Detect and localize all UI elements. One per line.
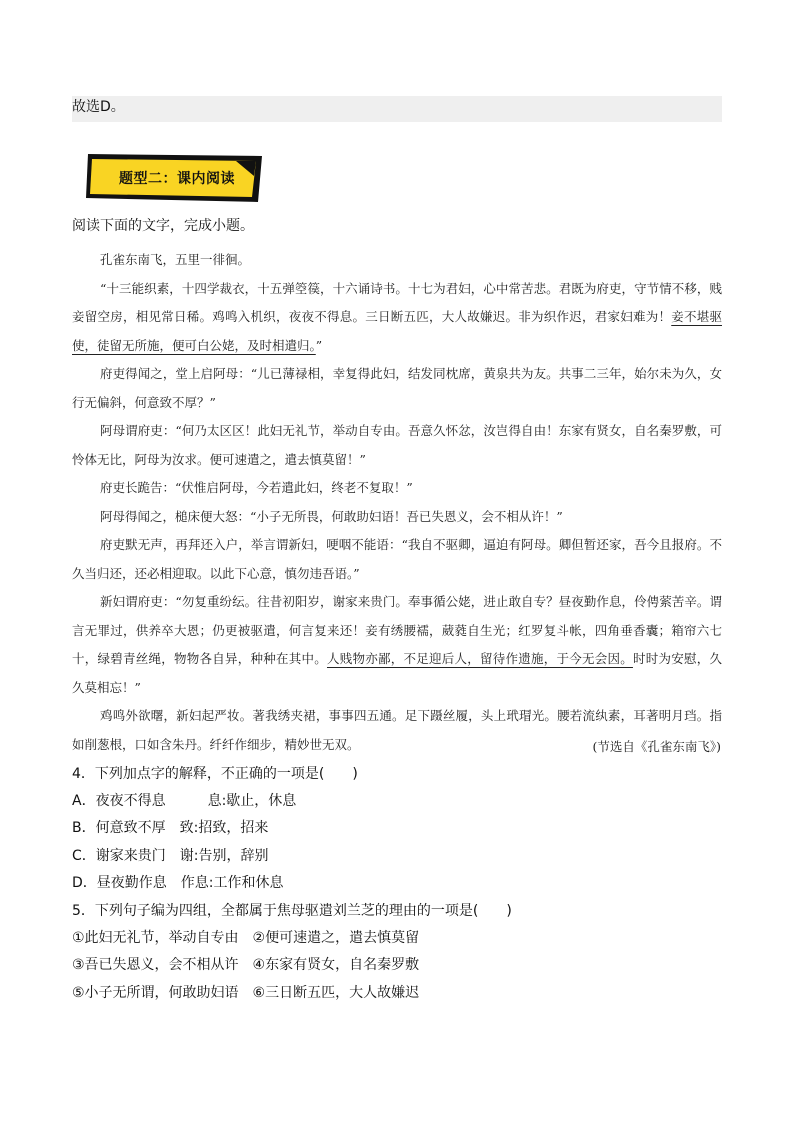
question-4-option: C．谢家来贵门 谢:告别，辞别 — [72, 848, 269, 864]
question-5-line: ①此妇无礼节，举动自专由 ②便可速遣之，遣去慎莫留 — [72, 930, 420, 946]
question-5-line: ③吾已失恩义，会不相从许 ④东家有贤女，自名秦罗敷 — [72, 957, 420, 973]
passage-paragraph: 阿母谓府吏：“何乃太区区！此妇无礼节，举动自专由。吾意久怀忿，汝岂得自由！东家有贤女，自名秦罗敷，可怜体无比，阿母为汝求。便可速遣之，遣去慎莫留！” — [72, 423, 722, 467]
instructions: 阅读下面的文字，完成小题。 — [72, 218, 254, 234]
answer-text: 故选D。 — [72, 99, 125, 115]
passage-paragraph: 阿母得闻之，槌床便大怒：“小子无所畏，何敢助妇语！吾已失恩义，会不相从许！” — [100, 508, 563, 524]
passage-paragraph: 府吏长跪告：“伏惟启阿母，今若遣此妇，终老不复取！” — [100, 480, 413, 495]
section-title: 题型二：课内阅读 — [119, 171, 235, 187]
question-5-stem: 5．下列句子编为四组，全都属于焦母驱遣刘兰芝的理由的一项是( ) — [72, 903, 512, 919]
passage-text: ” — [315, 337, 323, 353]
passage-paragraph — [72, 588, 722, 702]
passage-paragraph: 孔雀东南飞，五里一徘徊。 — [100, 252, 251, 267]
question-4-option: B．何意致不厚 致:招致，招来 — [72, 820, 269, 836]
passage-text: 新妇谓府吏：“勿复重纷纭。往昔初阳岁，谢家来贵门。奉事循公姥，进止敢自专？昼夜勤作息，伶俜萦苦辛。谓言无罪过，供养卒大恩；仍更被驱遣，何言复来还！妾有绣腰襦，葳蕤自生光；红罗复斗帐，四角垂香囊；箱帘六七十，绿碧青丝绳，物物各自异，种种在其中。 — [72, 594, 722, 666]
passage-source: (节选自《孔雀东南飞》) — [592, 739, 721, 754]
underlined-sentence: 妾不堪驱使，徒留无所施，便可白公姥，及时相遣归。 — [72, 309, 722, 353]
question-4-option: D．昼夜勤作息 作息:工作和休息 — [72, 875, 284, 891]
passage-text: “十三能织素，十四学裁衣，十五弹箜篌，十六诵诗书。十七为君妇，心中常苦悲。君既为府吏，守节情不移，贱妾留空房，相见常日稀。鸡鸣入机织，夜夜不得息。三日断五匹，大人故嫌迟。非为织作迟，君家妇难为！ — [72, 280, 722, 324]
underlined-sentence: 人贱物亦鄙，不足迎后人，留待作遗施，于今无会因。 — [326, 651, 633, 666]
passage-paragraph: 鸡鸣外欲曙，新妇起严妆。著我绣夹裙，事事四五通。足下蹑丝履，头上玳瑁光。腰若流纨素，耳著明月珰。指如削葱根，口如含朱丹。纤纤作细步，精妙世无双。 — [72, 708, 722, 752]
passage-paragraph: 府吏默无声，再拜还入户，举言谓新妇，哽咽不能语：“我自不驱卿，逼迫有阿母。卿但暂还家，吾今且报府。不久当归还，还必相迎取。以此下心意，慎勿违吾语。” — [72, 537, 722, 581]
passage-paragraph: 府吏得闻之，堂上启阿母：“儿已薄禄相，幸复得此妇，结发同枕席，黄泉共为友。共事二三年，始尔未为久，女行无偏斜，何意致不厚？” — [72, 366, 722, 410]
reading-passage — [72, 246, 722, 759]
question-4-option: A．夜夜不得息 息:歇止，休息 — [72, 793, 297, 809]
question-5-line: ⑤小子无所谓，何敢助妇语 ⑥三日断五匹，大人故嫌迟 — [72, 985, 420, 1001]
answer-highlight-strip — [72, 96, 722, 122]
passage-text: 时时为安慰，久久莫相忘！” — [72, 651, 722, 695]
passage-paragraph — [72, 275, 722, 361]
question-4-stem: 4．下列加点字的解释，不正确的一项是( ) — [72, 766, 358, 782]
